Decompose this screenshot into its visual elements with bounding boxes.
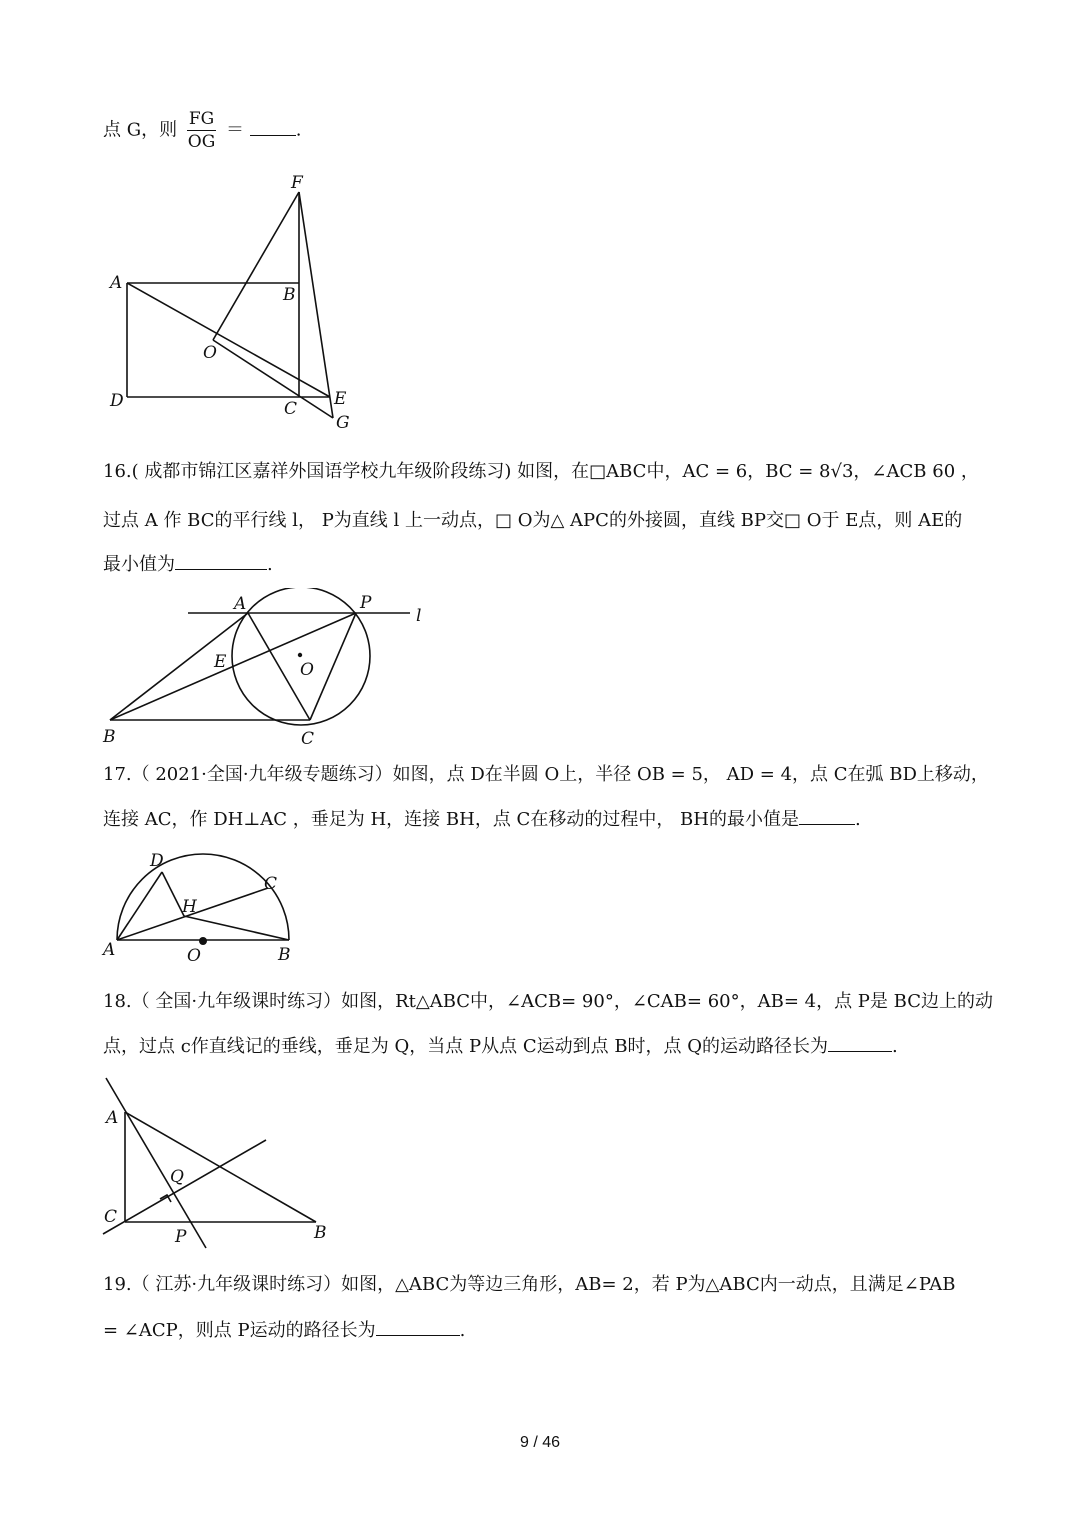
q15-answer-line	[103, 108, 301, 153]
figure-q16	[98, 588, 438, 753]
fig18-label-b: B	[314, 1223, 327, 1243]
fig16-label-c: C	[301, 729, 315, 749]
q19-end: .	[459, 1320, 466, 1341]
fig16-label-p: P	[360, 593, 372, 613]
figure-q17	[98, 848, 308, 968]
fig15-label-g: G	[336, 413, 350, 433]
q19-line-2	[103, 1317, 465, 1343]
q17-end: .	[854, 809, 861, 830]
fig16-label-b: B	[103, 727, 116, 747]
fig17-label-h: H	[182, 897, 197, 917]
q16-line-2: 过点 A 作 BC的平行线 l， P为直线 l 上一动点，□ O为△ APC的外接圆，直线 BP交□ O于 E点，则 AE的	[103, 510, 963, 531]
fig15-label-e: E	[334, 389, 347, 409]
page-number: 9 / 46	[519, 1434, 561, 1451]
q16-line-3-text: 最小值为	[103, 554, 175, 575]
fig17-label-a: A	[103, 940, 116, 960]
q15-answer-blank[interactable]	[250, 117, 296, 136]
q15-prefix: 点 G，则	[103, 119, 178, 141]
fig16-label-o: O	[300, 660, 314, 680]
fig16-label-e: E	[214, 652, 227, 672]
fig15-label-f: F	[291, 173, 303, 193]
figure-q18	[98, 1072, 338, 1252]
fig18-label-q: Q	[170, 1167, 184, 1187]
q15-fraction	[187, 108, 216, 153]
fig17-label-o: O	[187, 946, 201, 966]
q16-end: .	[267, 554, 273, 575]
fig15-label-d: D	[110, 391, 124, 411]
q17-line-1: 17.（ 2021·全国·九年级专题练习）如图，点 D在半圆 O上，半径 OB = 5， AD = 4，点 C在弧 BD上移动，	[103, 764, 989, 785]
q18-end: .	[892, 1036, 898, 1057]
fig16-label-a: A	[234, 594, 247, 614]
fig15-label-b: B	[283, 285, 296, 305]
q15-end: .	[295, 119, 302, 141]
q19-answer-blank[interactable]	[376, 1317, 460, 1336]
fig18-label-p: P	[175, 1227, 187, 1247]
q15-frac-denominator: OG	[187, 132, 216, 152]
q19-line-2-text: = ∠ACP，则点 P运动的路径长为	[103, 1320, 376, 1341]
q18-line-1: 18.（ 全国·九年级课时练习）如图，Rt△ABC中，∠ACB= 90°，∠CAB= 60°，AB= 4，点 P是 BC边上的动	[103, 991, 993, 1012]
fig18-label-a: A	[106, 1108, 119, 1128]
fig15-label-c: C	[284, 399, 298, 419]
fig16-label-l: l	[416, 606, 422, 626]
q16-answer-blank[interactable]	[175, 551, 267, 570]
q19-line-1: 19.（ 江苏·九年级课时练习）如图，△ABC为等边三角形，AB= 2，若 P为△ABC内一动点，且满足∠PAB	[103, 1274, 956, 1295]
q18-line-2-text: 点，过点 c作直线记的垂线，垂足为 Q，当点 P从点 C运动到点 B时，点 Q的运动路径长为	[103, 1036, 829, 1057]
q17-line-2	[103, 806, 861, 832]
q18-line-2	[103, 1033, 898, 1059]
q15-suffix: ＝	[225, 119, 244, 141]
q17-line-2-text: 连接 AC，作 DH⊥AC ，垂足为 H，连接 BH，点 C在移动的过程中， BH的最小值是	[103, 809, 799, 830]
q16-line-1: 16.( 成都市锦江区嘉祥外国语学校九年级阶段练习) 如图，在□ABC中，AC = 6，BC = 8√3，∠ACB 60 ，	[103, 461, 979, 482]
figure-q15	[100, 170, 360, 440]
fig15-label-o: O	[203, 343, 217, 363]
q17-answer-blank[interactable]	[799, 806, 855, 825]
fig18-label-c: C	[104, 1207, 118, 1227]
q16-line-3	[103, 551, 273, 577]
fig15-label-a: A	[110, 273, 123, 293]
fig17-label-b: B	[278, 945, 291, 965]
fig17-label-d: D	[150, 851, 164, 871]
fig17-label-c: C	[264, 874, 278, 894]
q15-frac-numerator: FG	[188, 109, 215, 129]
q18-answer-blank[interactable]	[828, 1033, 892, 1052]
